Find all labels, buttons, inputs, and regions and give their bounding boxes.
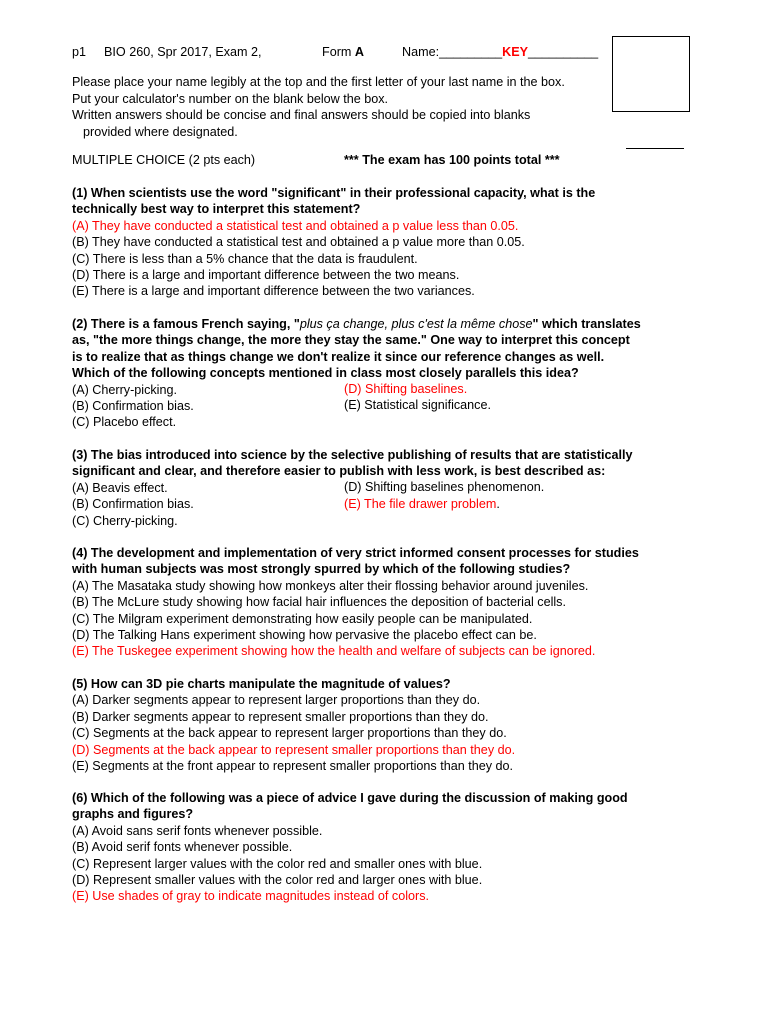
question-1 bbox=[72, 185, 712, 300]
answer-option: (B) Confirmation bias. bbox=[72, 399, 194, 414]
question-stem: technically best way to interpret this statement? bbox=[72, 202, 361, 217]
question-stem: (3) The bias introduced into science by the selective publishing of results that are statistically bbox=[72, 448, 633, 462]
french-saying: plus ça change, plus c'est la même chose bbox=[299, 317, 533, 331]
answer-option: (B) Confirmation bias. bbox=[72, 497, 194, 512]
question-stem: (2) There is a famous French saying, "plus ça change, plus c'est la même chose" which translates bbox=[72, 317, 641, 331]
name-field: Name:_________KEY__________ bbox=[402, 45, 599, 59]
question-stem: is to realize that as things change we don't realize it since our reference changes as well. bbox=[72, 349, 605, 364]
answer-option-correct: (E) The file drawer problem. bbox=[344, 497, 500, 511]
answer-option: (A) Cherry-picking. bbox=[72, 382, 177, 397]
answer-option: (E) Statistical significance. bbox=[344, 398, 491, 412]
instruction-line: Written answers should be concise and final answers should be copied into blanks bbox=[72, 108, 531, 122]
answer-option: (C) Represent larger values with the color red and smaller ones with blue. bbox=[72, 856, 483, 871]
answer-option: (B) The McLure study showing how facial hair influences the deposition of bacterial cells. bbox=[72, 595, 566, 610]
answer-option-correct: (D) Segments at the back appear to represent smaller proportions than they do. bbox=[72, 742, 516, 757]
answer-option: (C) Segments at the back appear to represent larger proportions than they do. bbox=[72, 726, 507, 741]
course-info: BIO 260, Spr 2017, Exam 2, bbox=[104, 45, 262, 59]
answer-option-correct: (A) They have conducted a statistical test and obtained a p value less than 0.05. bbox=[72, 218, 519, 233]
question-stem: graphs and figures? bbox=[72, 807, 194, 822]
calculator-number-blank bbox=[626, 148, 684, 149]
section-title: MULTIPLE CHOICE (2 pts each) bbox=[72, 153, 256, 167]
answer-option: (D) There is a large and important difference between the two means. bbox=[72, 268, 460, 283]
question-stem: (4) The development and implementation of very strict informed consent processes for studies bbox=[72, 546, 639, 560]
answer-option: (B) Darker segments appear to represent smaller proportions than they do. bbox=[72, 709, 489, 724]
question-stem: Which of the following concepts mentioned in class most closely parallels this idea? bbox=[72, 366, 579, 381]
answer-option-correct: (E) Use shades of gray to indicate magnitudes instead of colors. bbox=[72, 889, 430, 904]
instruction-line: Please place your name legibly at the top and the first letter of your last name in the box. bbox=[72, 75, 565, 89]
answer-option: (B) They have conducted a statistical test and obtained a p value more than 0.05. bbox=[72, 235, 525, 250]
answer-option: (C) Placebo effect. bbox=[72, 415, 177, 430]
answer-option: (A) Beavis effect. bbox=[72, 480, 168, 495]
instruction-line: provided where designated. bbox=[83, 125, 238, 139]
question-stem: significant and clear, and therefore easier to publish with less work, is best described as: bbox=[72, 464, 606, 479]
answer-option-correct: (D) Shifting baselines. bbox=[344, 382, 468, 396]
question-stem: with human subjects was most strongly spurred by which of the following studies? bbox=[72, 562, 571, 577]
answer-option-correct: (E) The Tuskegee experiment showing how the health and welfare of subjects can be ignored. bbox=[72, 644, 596, 659]
form-label: Form A bbox=[322, 45, 364, 59]
exam-header bbox=[72, 45, 632, 63]
question-stem: (5) How can 3D pie charts manipulate the magnitude of values? bbox=[72, 677, 451, 691]
question-4 bbox=[72, 545, 712, 660]
question-stem: as, "the more things change, the more they stay the same." One way to interpret this concept bbox=[72, 333, 630, 348]
answer-option: (C) The Milgram experiment demonstrating how easily people can be manipulated. bbox=[72, 611, 533, 626]
form-value: A bbox=[354, 45, 364, 59]
total-points-note: *** The exam has 100 points total *** bbox=[344, 153, 560, 167]
question-6 bbox=[72, 790, 712, 905]
last-initial-box bbox=[612, 36, 690, 112]
answer-option: (E) There is a large and important difference between the two variances. bbox=[72, 284, 475, 299]
page-number: p1 bbox=[72, 45, 87, 59]
answer-option: (D) The Talking Hans experiment showing how pervasive the placebo effect can be. bbox=[72, 628, 537, 643]
answer-option: (B) Avoid serif fonts whenever possible. bbox=[72, 840, 293, 855]
question-stem: (6) Which of the following was a piece of advice I gave during the discussion of making good bbox=[72, 791, 628, 805]
question-2 bbox=[72, 316, 712, 431]
answer-option: (D) Shifting baselines phenomenon. bbox=[344, 480, 545, 494]
name-key: KEY bbox=[502, 45, 529, 59]
question-5 bbox=[72, 676, 712, 774]
answer-option: (A) Darker segments appear to represent larger proportions than they do. bbox=[72, 693, 481, 708]
instruction-line: Put your calculator's number on the blank below the box. bbox=[72, 92, 389, 106]
question-stem: (1) When scientists use the word "significant" in their professional capacity, what is the bbox=[72, 186, 596, 200]
answer-option: (C) Cherry-picking. bbox=[72, 513, 178, 528]
answer-option: (E) Segments at the front appear to represent smaller proportions than they do. bbox=[72, 759, 514, 774]
answer-option: (A) Avoid sans serif fonts whenever possible. bbox=[72, 823, 323, 838]
answer-option: (A) The Masataka study showing how monkeys alter their flossing behavior around juveniles. bbox=[72, 578, 589, 593]
answer-option: (D) Represent smaller values with the color red and larger ones with blue. bbox=[72, 873, 483, 888]
answer-option: (C) There is less than a 5% chance that the data is fraudulent. bbox=[72, 251, 418, 266]
